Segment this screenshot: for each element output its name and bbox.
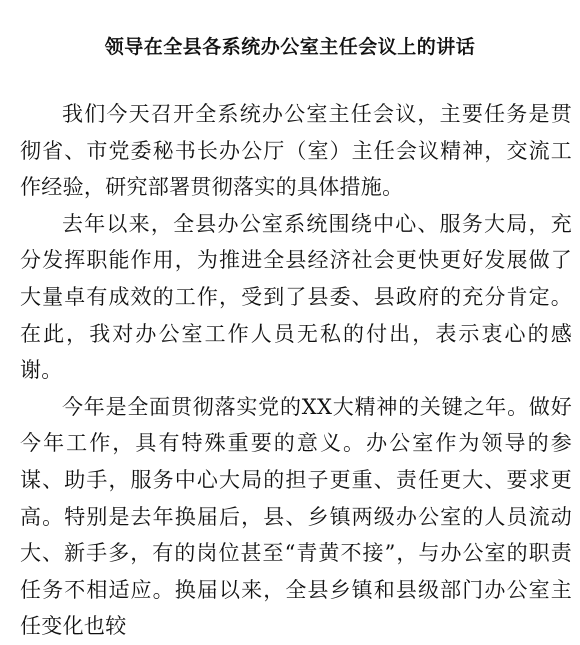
paragraph-1: 我们今天召开全系统办公室主任会议，主要任务是贯彻省、市党委秘书长办公厅（室）主任会议精神，交流工作经验，研究部署贯彻落实的具体措施。 (20, 102, 572, 200)
paragraph-2: 去年以来，全县办公室系统围绕中心、服务大局，充分发挥职能作用，为推进全县经济社会更快更好发展做了大量卓有成效的工作，受到了县委、县政府的充分肯定。在此，我对办公室工作人员无私的付出，表示衷心的感谢。 (20, 211, 572, 383)
document-title: 领导在全县各系统办公室主任会议上的讲话 (104, 36, 476, 58)
document-body (20, 96, 572, 645)
paragraph-3: 今年是全面贯彻落实党的XX大精神的关键之年。做好今年工作，具有特殊重要的意义。办公室作为领导的参谋、助手，服务中心大局的担子更重、责任更大、要求更高。特别是去年换届后，县、乡镇两级办公室的人员流动大、新手多，有的岗位甚至“青黄不接”，与办公室的职责任务不相适应。换届以来，全县乡镇和县级部门办公室主任变化也较 (20, 394, 572, 639)
